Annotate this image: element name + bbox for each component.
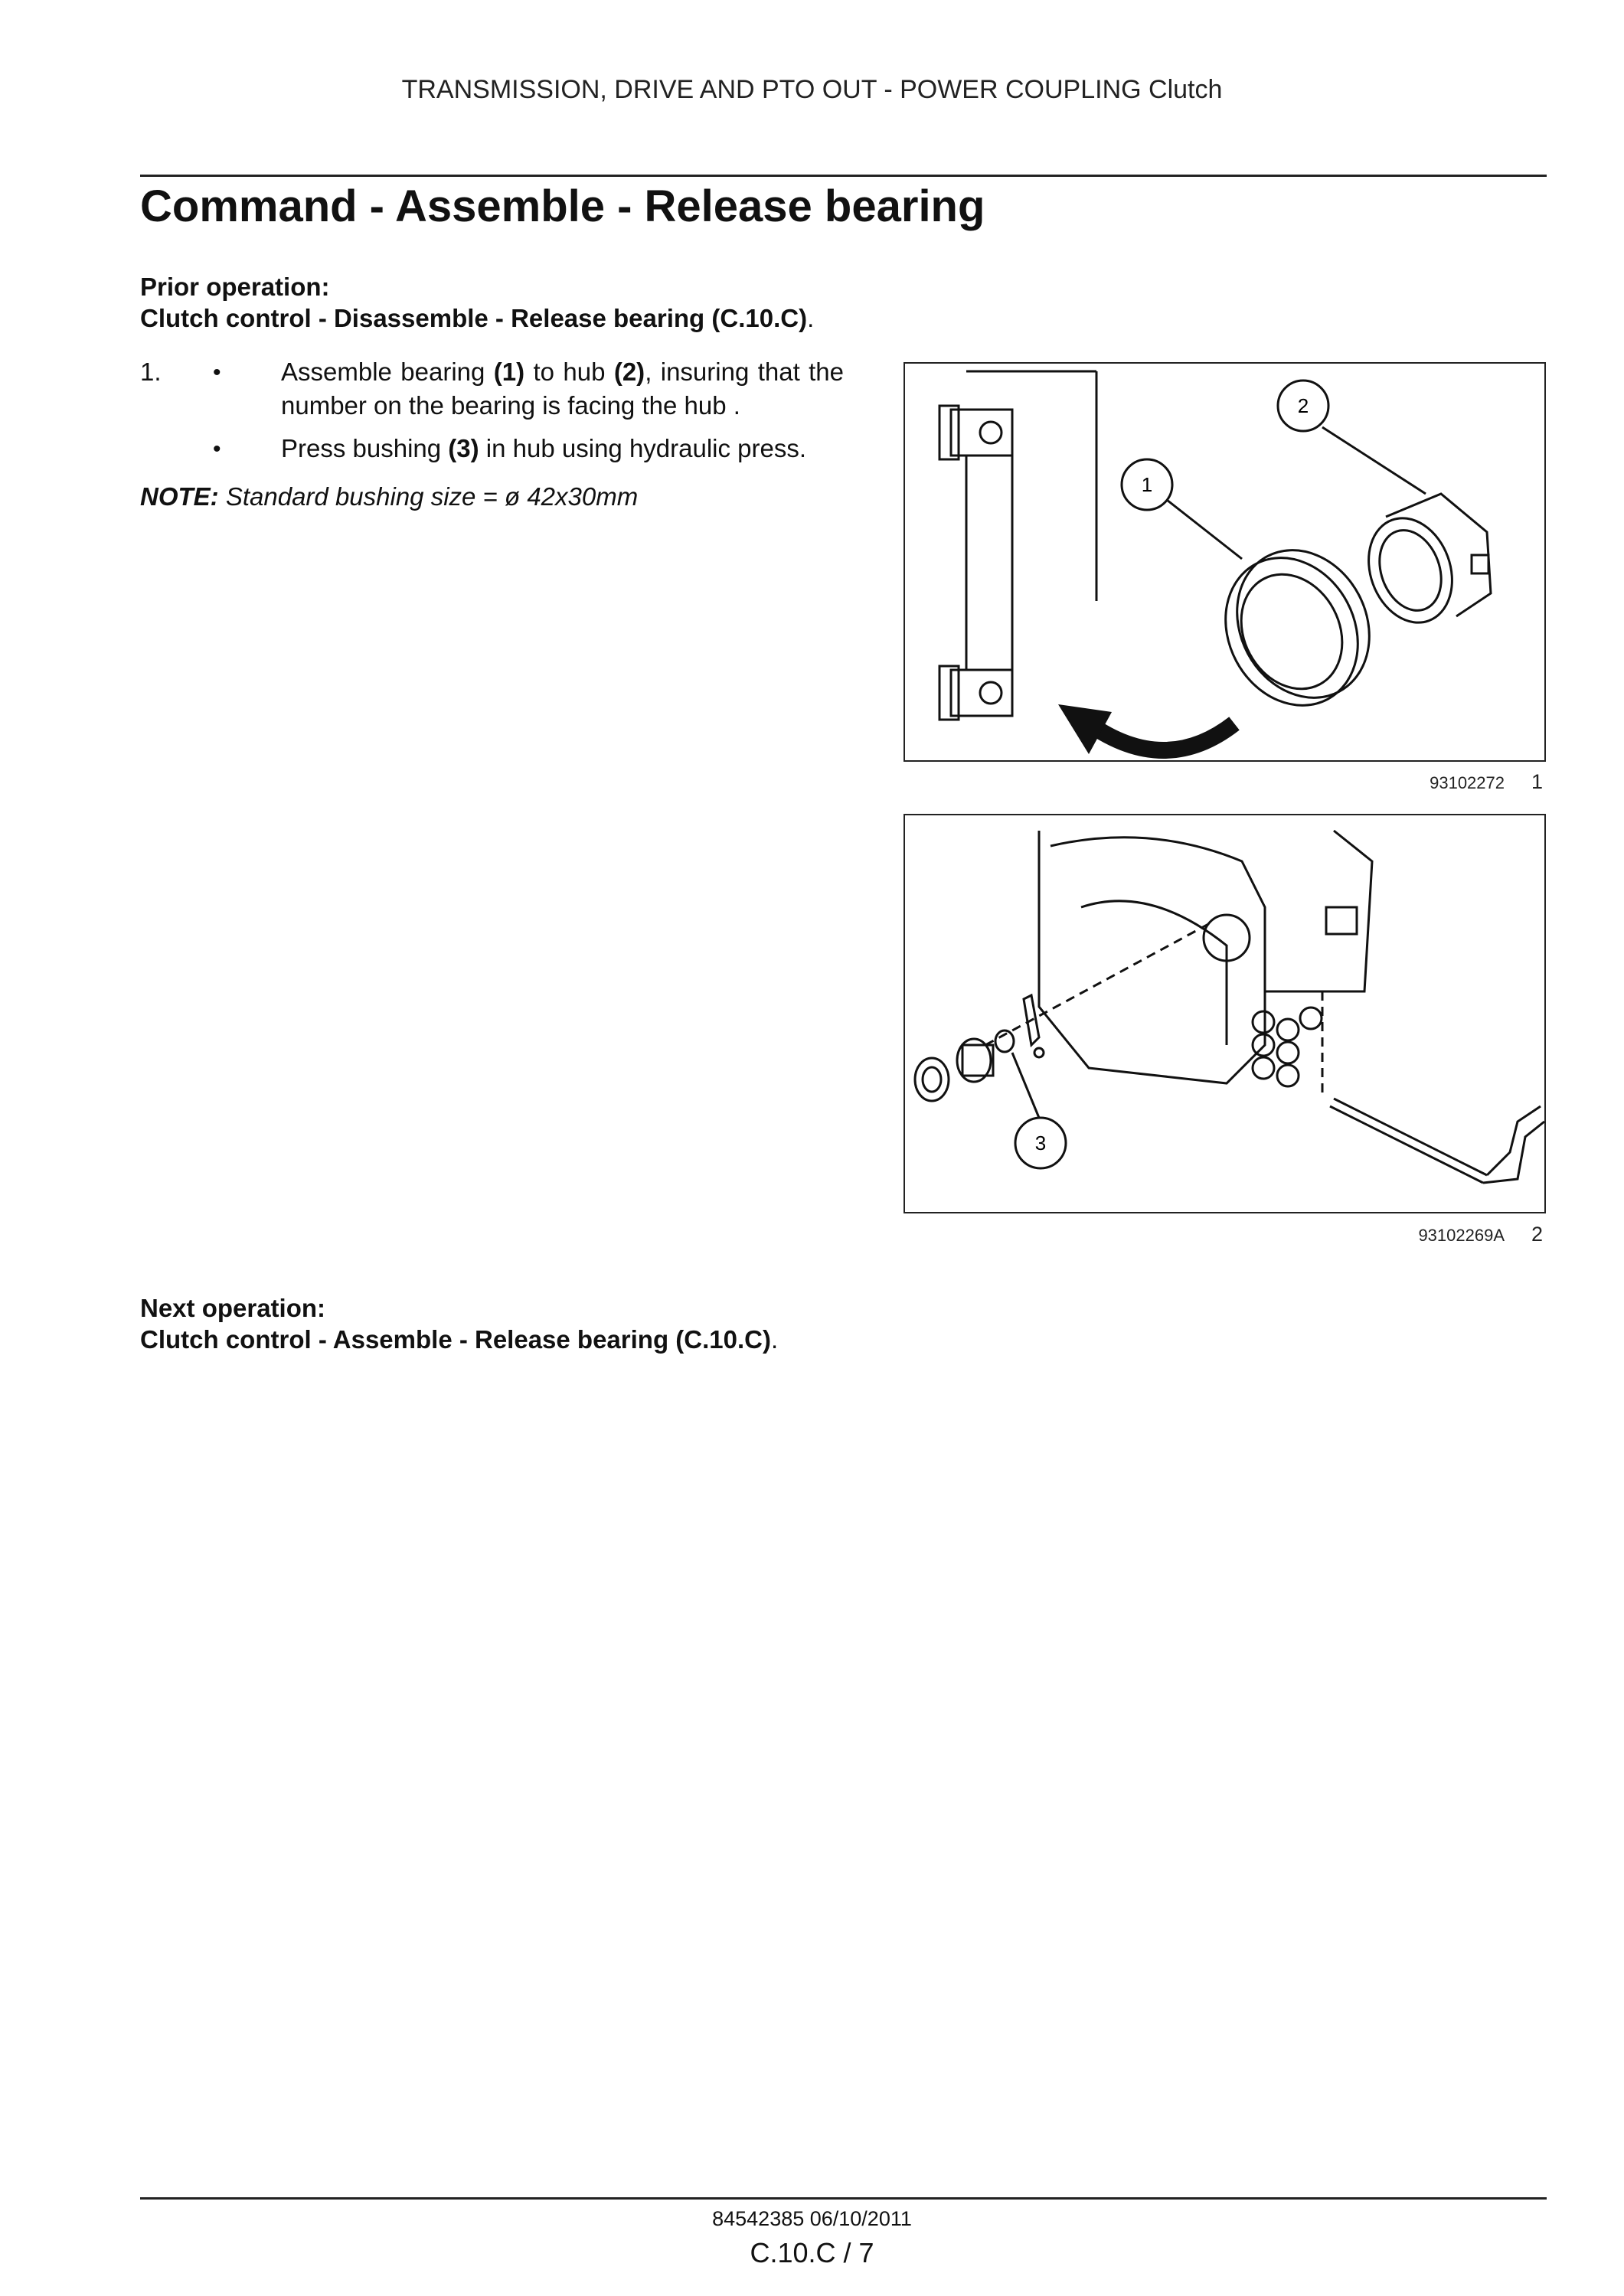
callout-label: 2	[1297, 394, 1309, 417]
bullet-text-part: in hub using hydraulic press.	[479, 434, 807, 462]
next-operation	[140, 1292, 778, 1355]
figure-code: 93102272	[1430, 773, 1505, 792]
figure-number: 2	[1531, 1223, 1543, 1246]
callout-label: 3	[1034, 1132, 1047, 1155]
callout-ref: (2)	[613, 358, 645, 386]
step-bullet-text	[281, 432, 844, 465]
prior-operation-link[interactable]: Clutch control - Disassemble - Release bearing (C.10.C)	[140, 304, 808, 332]
prior-operation-suffix: .	[807, 304, 815, 332]
bearing-hub-illustration	[905, 364, 1544, 760]
prior-operation	[140, 271, 814, 334]
page-number: C.10.C / 7	[750, 2237, 874, 2268]
next-operation-link[interactable]: Clutch control - Assemble - Release bearing (C.10.C)	[140, 1325, 771, 1354]
bullet-marker: •	[213, 360, 221, 385]
figure-2	[903, 814, 1546, 1213]
clutch-housing-illustration	[905, 815, 1544, 1212]
page-title: Command - Assemble - Release bearing	[140, 181, 985, 231]
bullet-text-part: to hub	[524, 358, 614, 386]
bullet-text-part: , insuring that the number on the bearing is facing the hub .	[281, 358, 844, 420]
doc-number: 84542385 06/10/2011	[712, 2207, 912, 2230]
step-bullet-text	[281, 355, 844, 423]
header-rule	[140, 175, 1547, 177]
note-text: Standard bushing size = ø 42x30mm	[218, 482, 639, 511]
bullet-text-part: Press bushing	[281, 434, 449, 462]
callout-ref: (3)	[448, 434, 479, 462]
bullet-marker: •	[213, 436, 221, 462]
bullet-text-part: Assemble bearing	[281, 358, 494, 386]
step-number: 1.	[140, 358, 162, 386]
callout-label: 1	[1141, 473, 1153, 496]
note	[140, 482, 638, 511]
next-operation-suffix: .	[770, 1325, 779, 1354]
next-operation-label: Next operation:	[140, 1294, 326, 1322]
figure-number: 1	[1531, 770, 1543, 793]
note-label: NOTE:	[140, 482, 219, 511]
figure-code: 93102269A	[1418, 1226, 1505, 1245]
running-header: TRANSMISSION, DRIVE AND PTO OUT - POWER COUPLING Clutch	[401, 75, 1223, 104]
prior-operation-label: Prior operation:	[140, 273, 330, 301]
figure-1	[903, 362, 1546, 762]
footer-rule	[140, 2197, 1547, 2200]
callout-ref: (1)	[493, 358, 525, 386]
